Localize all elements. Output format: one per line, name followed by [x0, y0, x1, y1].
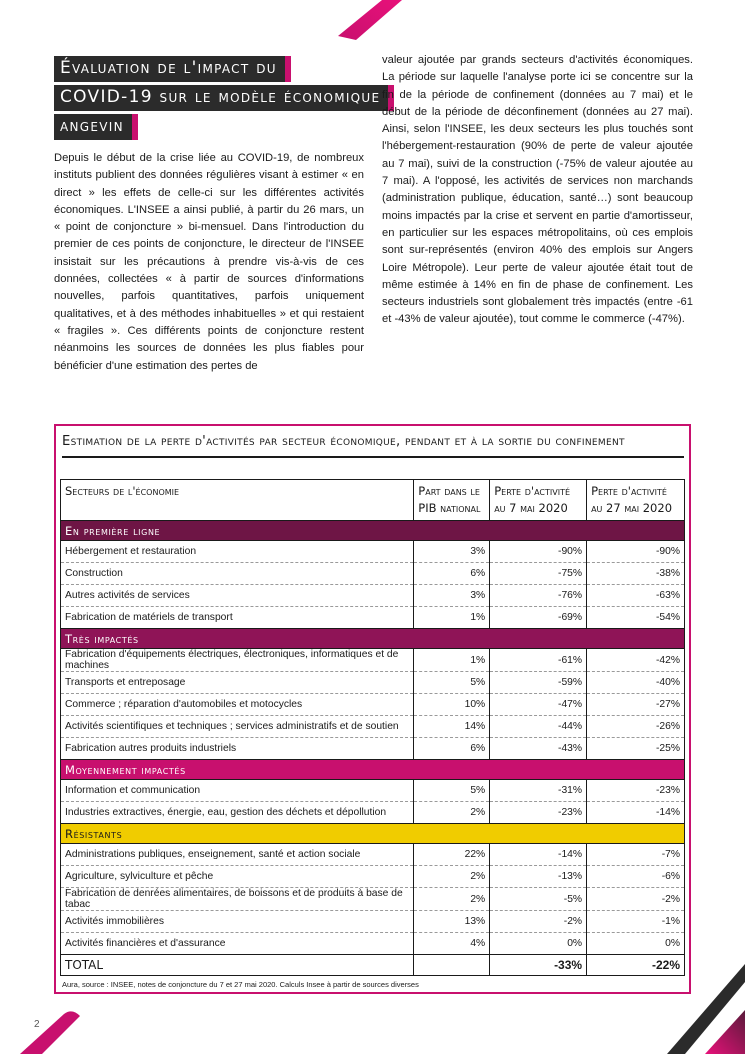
- loss-may27-cell: -2%: [587, 888, 685, 911]
- loss-may27-cell: -26%: [587, 716, 685, 738]
- gdp-share-cell: 14%: [414, 716, 490, 738]
- gdp-share-cell: 5%: [414, 780, 490, 802]
- header-sector: Secteurs de l'économie: [61, 480, 414, 521]
- sector-cell: Fabrication de denrées alimentaires, de boissons et de produits à base de tabac: [61, 888, 414, 911]
- loss-may7-cell: -5%: [490, 888, 587, 911]
- sector-cell: Industries extractives, énergie, eau, gestion des déchets et dépollution: [61, 802, 414, 824]
- table-row: [61, 866, 685, 888]
- loss-may7-cell: -43%: [490, 738, 587, 760]
- table-row: [61, 911, 685, 933]
- gdp-share-cell: 2%: [414, 888, 490, 911]
- table-row: [61, 585, 685, 607]
- header-loss-may7: Perte d'activité au 7 mai 2020: [490, 480, 587, 521]
- sector-cell: Hébergement et restauration: [61, 541, 414, 563]
- body-text-left: Depuis le début de la crise liée au COVID-19, de nombreux instituts publient des données régulières visant à estimer « en direct » les effets de celle-ci sur les différentes activités économiques. L'INSEE a ainsi publié, à partir du 26 mars, un « point de conjoncture » bi-mensuel. Dans l'introduction du premier de ces points de conjoncture, le directeur de l'INSEE insistait sur les précautions à prendre vis-à-vis de ces données, collectées « à partir de sources d'informations nouvelles, parfois quantitatives, parfois uniquement qualitatives, et à des méthodes inhabituelles » et qui restaient « fragiles ». Ces différents points de conjoncture restent néanmoins les sources de données les plus fiables pour bénéficier d'une estimation des pertes de: [54, 152, 364, 372]
- gdp-share-cell: 2%: [414, 802, 490, 824]
- loss-may7-cell: -14%: [490, 844, 587, 866]
- loss-may27-cell: -42%: [587, 649, 685, 672]
- sector-cell: Activités financières et d'assurance: [61, 933, 414, 955]
- table-row: [61, 844, 685, 866]
- loss-may7-cell: -23%: [490, 802, 587, 824]
- loss-may27-cell: -1%: [587, 911, 685, 933]
- gdp-share-cell: 3%: [414, 541, 490, 563]
- sector-cell: Autres activités de services: [61, 585, 414, 607]
- gdp-share-cell: 4%: [414, 933, 490, 955]
- table-row: [61, 780, 685, 802]
- total-label: TOTAL: [61, 955, 414, 976]
- section-label: Moyennement impactés: [61, 760, 685, 780]
- table-row: [61, 802, 685, 824]
- table-title-rule: [62, 456, 684, 458]
- loss-may7-cell: -2%: [490, 911, 587, 933]
- sector-cell: Information et communication: [61, 780, 414, 802]
- table-row: [61, 607, 685, 629]
- loss-may27-cell: -63%: [587, 585, 685, 607]
- section-label: Résistants: [61, 824, 685, 844]
- loss-may7-cell: -69%: [490, 607, 587, 629]
- total-loss-may27: -22%: [587, 955, 685, 976]
- loss-may27-cell: -23%: [587, 780, 685, 802]
- loss-may7-cell: -44%: [490, 716, 587, 738]
- loss-may27-cell: -25%: [587, 738, 685, 760]
- total-row: [61, 955, 685, 976]
- sector-cell: Fabrication de matériels de transport: [61, 607, 414, 629]
- loss-may27-cell: 0%: [587, 933, 685, 955]
- sector-cell: Transports et entreposage: [61, 672, 414, 694]
- loss-may27-cell: -27%: [587, 694, 685, 716]
- section-label: En première ligne: [61, 521, 685, 541]
- title-line-2: COVID-19 sur le modèle économique: [54, 85, 394, 111]
- loss-may7-cell: -13%: [490, 866, 587, 888]
- loss-may7-cell: -76%: [490, 585, 587, 607]
- loss-may7-cell: -31%: [490, 780, 587, 802]
- table-header-row: [61, 480, 685, 521]
- loss-may7-cell: 0%: [490, 933, 587, 955]
- loss-may7-cell: -61%: [490, 649, 587, 672]
- source-note: Aura, source : INSEE, notes de conjoncture du 7 et 27 mai 2020. Calculs Insee à partir de sources diverses: [62, 980, 419, 989]
- loss-may7-cell: -59%: [490, 672, 587, 694]
- table-row: [61, 716, 685, 738]
- top-brush-decoration: [330, 0, 410, 40]
- loss-may27-cell: -6%: [587, 866, 685, 888]
- gdp-share-cell: 13%: [414, 911, 490, 933]
- section-header-row: [61, 760, 685, 780]
- table-row: [61, 694, 685, 716]
- sector-cell: Agriculture, sylviculture et pêche: [61, 866, 414, 888]
- gdp-share-cell: 1%: [414, 607, 490, 629]
- loss-may27-cell: -40%: [587, 672, 685, 694]
- title-line-3: angevin: [54, 114, 138, 140]
- loss-table: [60, 479, 685, 976]
- section-header-row: [61, 824, 685, 844]
- sector-cell: Activités scientifiques et techniques ; services administratifs et de soutien: [61, 716, 414, 738]
- header-loss-may27: Perte d'activité au 27 mai 2020: [587, 480, 685, 521]
- sector-cell: Fabrication d'équipements électriques, électroniques, informatiques et de machines: [61, 649, 414, 672]
- sector-cell: Administrations publiques, enseignement, santé et action sociale: [61, 844, 414, 866]
- gdp-share-cell: 1%: [414, 649, 490, 672]
- section-header-row: [61, 629, 685, 649]
- total-loss-may7: -33%: [490, 955, 587, 976]
- gdp-share-cell: 6%: [414, 563, 490, 585]
- title-line-1: Évaluation de l'impact du: [54, 56, 291, 82]
- gdp-share-cell: 6%: [414, 738, 490, 760]
- loss-may27-cell: -14%: [587, 802, 685, 824]
- loss-may7-cell: -75%: [490, 563, 587, 585]
- loss-may27-cell: -90%: [587, 541, 685, 563]
- gdp-share-cell: 3%: [414, 585, 490, 607]
- table-row: [61, 672, 685, 694]
- page-number: 2: [34, 1019, 40, 1030]
- loss-may27-cell: -38%: [587, 563, 685, 585]
- table-row: [61, 933, 685, 955]
- loss-may27-cell: -7%: [587, 844, 685, 866]
- gdp-share-cell: 2%: [414, 866, 490, 888]
- bottom-left-brush-decoration: [20, 1010, 100, 1054]
- section-header-row: [61, 521, 685, 541]
- page-title: [54, 56, 381, 143]
- table-row: [61, 888, 685, 911]
- header-gdp-share: Part dans le PIB national: [414, 480, 490, 521]
- total-gdp-share: [414, 955, 490, 976]
- sector-cell: Fabrication autres produits industriels: [61, 738, 414, 760]
- loss-may7-cell: -90%: [490, 541, 587, 563]
- table-row: [61, 649, 685, 672]
- gdp-share-cell: 10%: [414, 694, 490, 716]
- table-row: [61, 541, 685, 563]
- loss-may27-cell: -54%: [587, 607, 685, 629]
- sector-cell: Activités immobilières: [61, 911, 414, 933]
- table-title: Estimation de la perte d'activités par secteur économique, pendant et à la sortie du confinement: [62, 434, 625, 449]
- loss-may7-cell: -47%: [490, 694, 587, 716]
- table-body: [61, 521, 685, 976]
- table-row: [61, 563, 685, 585]
- sector-cell: Construction: [61, 563, 414, 585]
- body-text-right: valeur ajoutée par grands secteurs d'activités économiques. La période sur laquelle l'analyse porte ici se concentre sur la fin de la période de confinement (données au 7 mai) et le début de la période de déconfinement (données au 27 mai). Ainsi, selon l'INSEE, les deux secteurs les plus touchés sont l'hébergement-restauration (90% de perte de valeur ajoutée au 7 mai), suivi de la construction (-75% de valeur ajoutée au 7 mai). A l'opposé, les activités de services non marchands (administration publique, éducation, santé…) sont beaucoup moins impactés par la crise et servent en partie d'amortisseur, en particulier sur les espaces métropolitains, où ces emplois sont sur-représentés (environ 40% des emplois sur Angers Loire Métropole). Leur perte de valeur ajoutée était tout de même estimée à 14% en fin de phase de confinement. Les secteurs industriels sont globalement très impactés (entre -61 et -43% de valeur ajoutée), tout comme le commerce (-47%).: [382, 54, 693, 326]
- gdp-share-cell: 5%: [414, 672, 490, 694]
- section-label: Très impactés: [61, 629, 685, 649]
- table-row: [61, 738, 685, 760]
- gdp-share-cell: 22%: [414, 844, 490, 866]
- sector-cell: Commerce ; réparation d'automobiles et motocycles: [61, 694, 414, 716]
